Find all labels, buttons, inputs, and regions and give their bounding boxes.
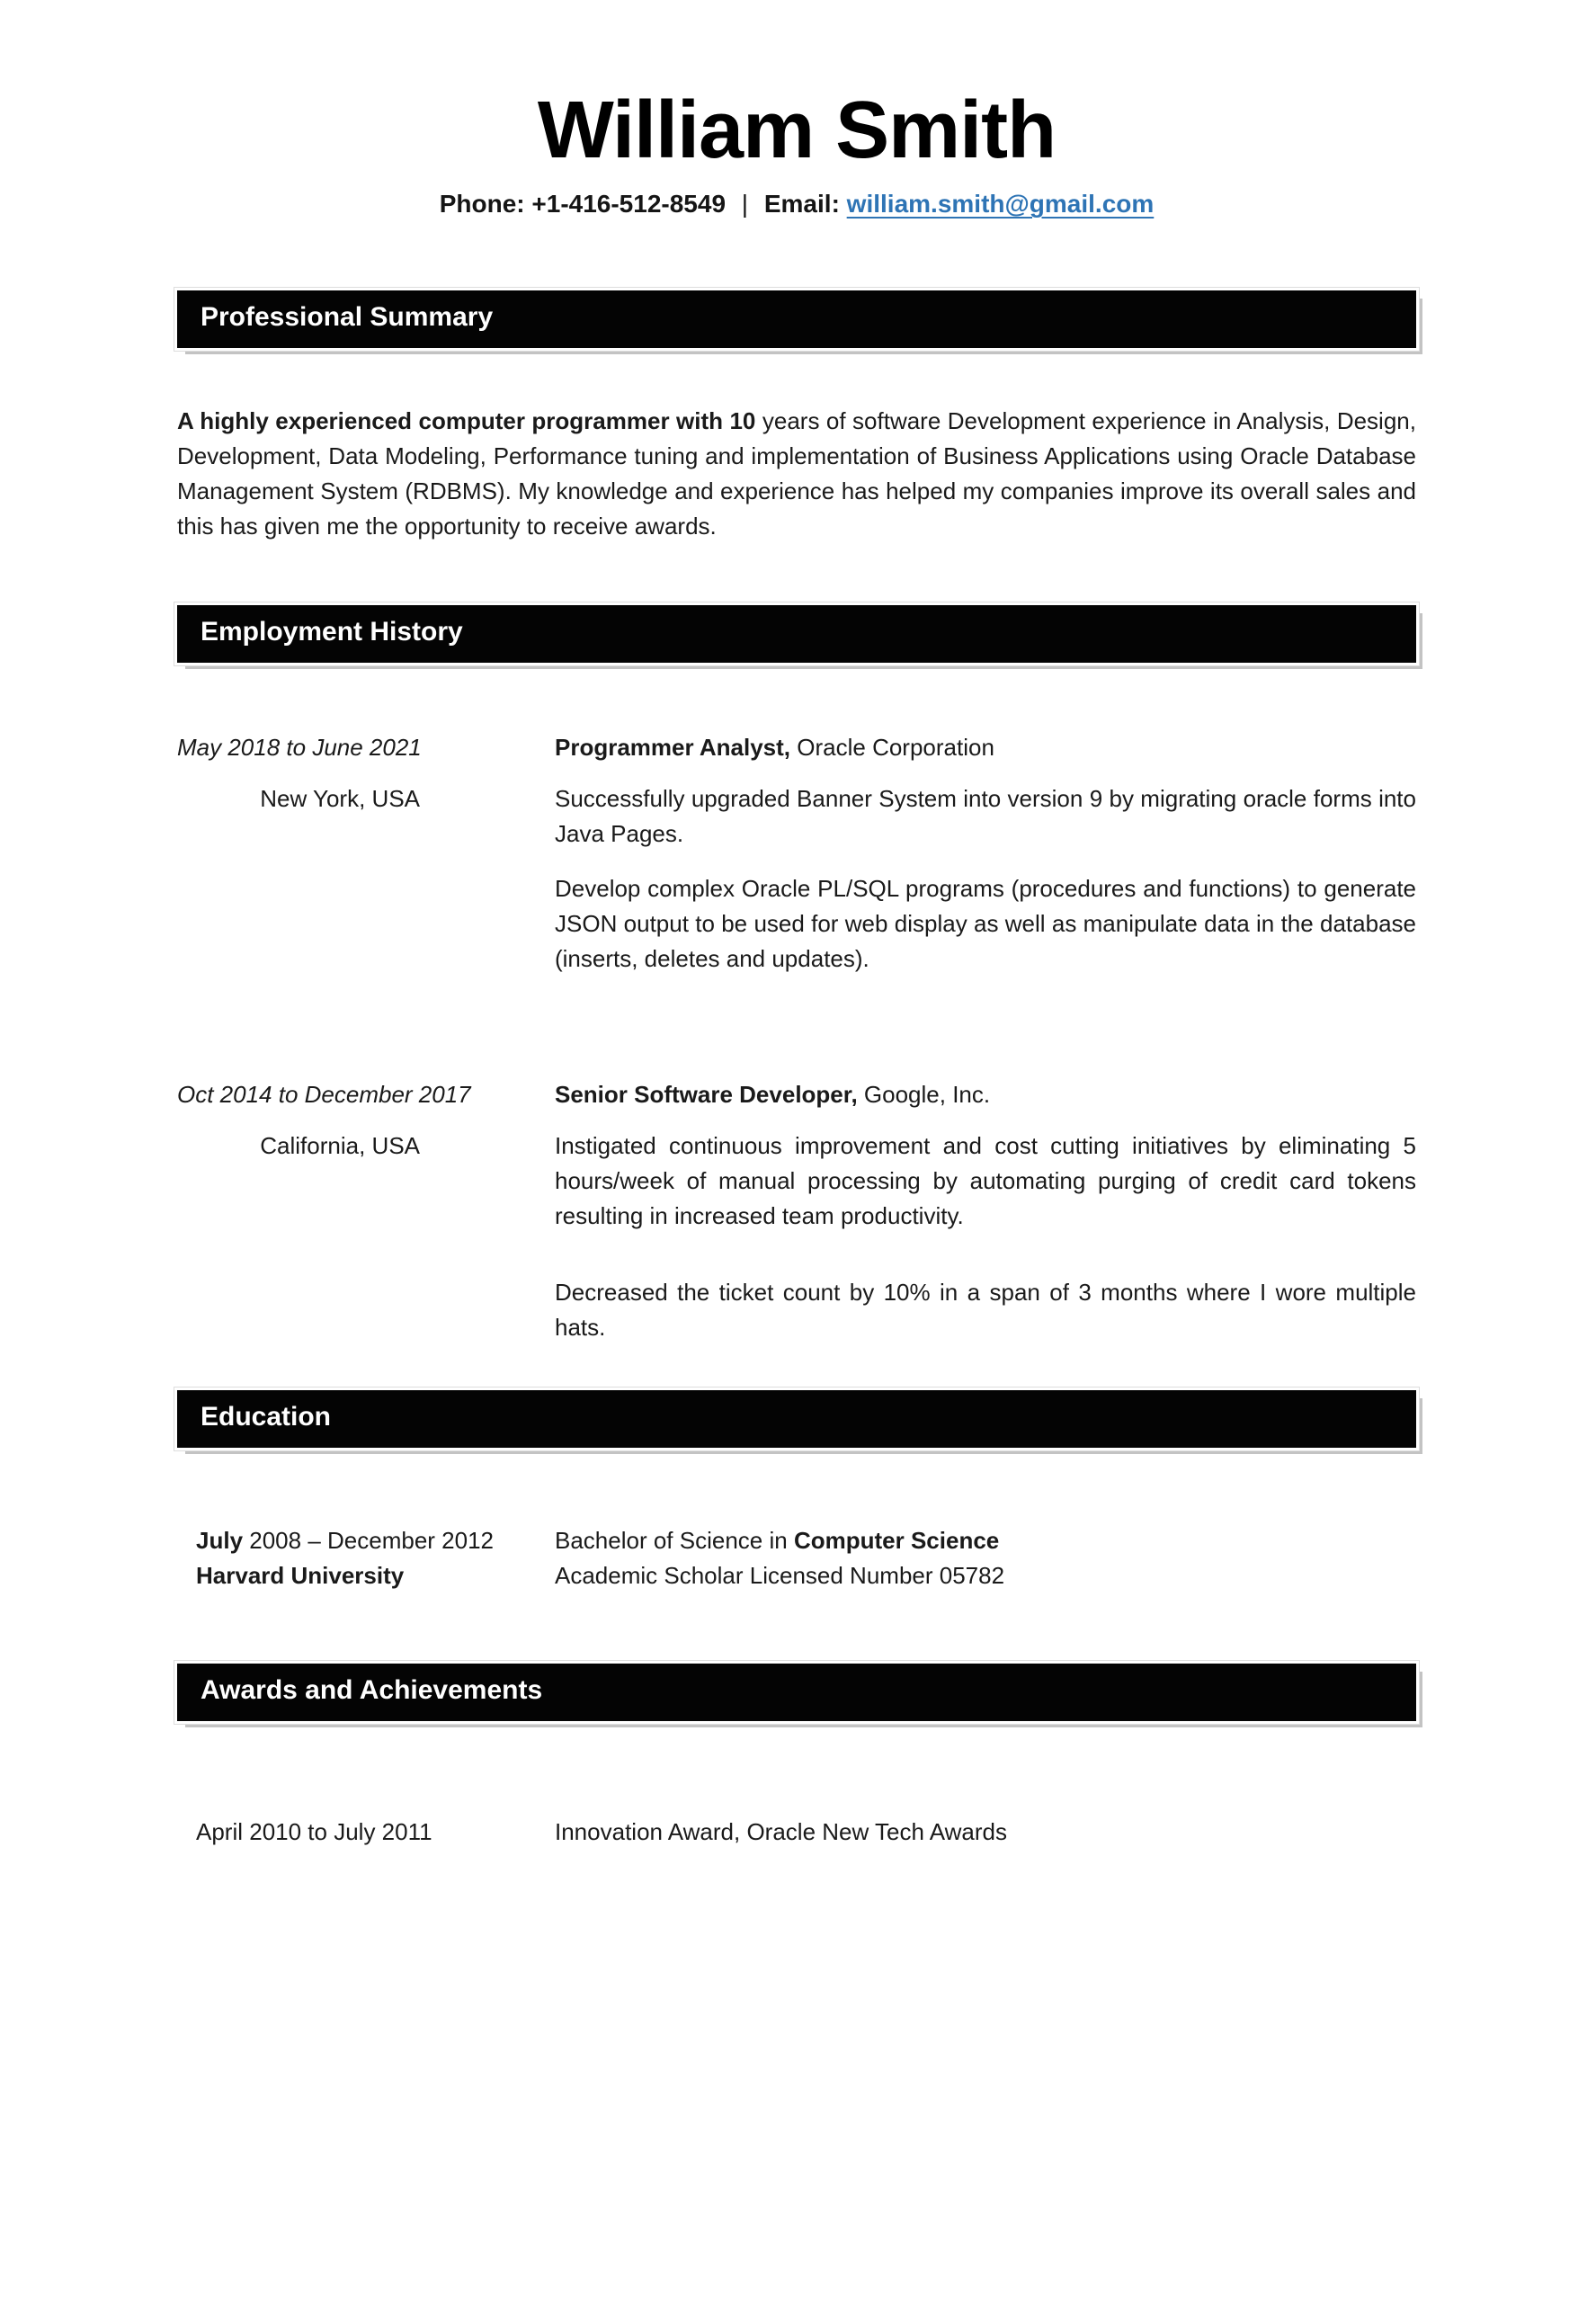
summary-body: years of software Development experience in Analysis, Design, Development, Data Modeling, Performance tuning and implementation of Business Applications using Oracle Database Management System (RDBMS). My knowledge and experience has helped my companies improve its overall sales and this has given me the opportunity to receive awards.	[177, 407, 1416, 540]
education-right-column	[555, 1523, 1416, 1593]
award-dates: April 2010 to July 2011	[196, 1818, 432, 1845]
phone-label: Phone:	[439, 190, 525, 218]
email-label: Email:	[763, 190, 840, 218]
job-entry	[177, 730, 1416, 977]
job-role-line	[555, 1077, 1416, 1112]
education-dates-month: July	[196, 1527, 244, 1554]
award-title: Innovation Award, Oracle New Tech Awards	[555, 1818, 1007, 1845]
job-role: Senior Software Developer,	[555, 1081, 858, 1108]
section-header-awards: Awards and Achievements	[177, 1664, 1416, 1721]
job-left-column	[177, 1077, 555, 1345]
summary-paragraph	[177, 404, 1416, 544]
candidate-name: William Smith	[537, 85, 1057, 175]
job-right-column	[555, 730, 1416, 977]
award-right-column	[555, 1815, 1416, 1850]
education-dates-range: 2008 – December 2012	[249, 1527, 495, 1554]
job-entry	[177, 1077, 1416, 1345]
summary-lead-bold: A highly experienced computer programmer with 10	[177, 407, 756, 434]
job-company: Google, Inc.	[863, 1081, 991, 1108]
job-role-line	[555, 730, 1416, 765]
education-degree-major: Computer Science	[793, 1527, 1000, 1554]
section-header-professional-summary: Professional Summary	[177, 290, 1416, 348]
email-link[interactable]: william.smith@gmail.com	[846, 190, 1155, 218]
job-company: Oracle Corporation	[797, 734, 994, 761]
job-paragraph: Decreased the ticket count by 10% in a span of 3 months where I wore multiple hats.	[555, 1279, 1416, 1341]
job-paragraph: Develop complex Oracle PL/SQL programs (procedures and functions) to generate JSON output to be used for web display as well as manipulate data in the database (inserts, deletes and updates).	[555, 875, 1416, 972]
job-paragraph: Instigated continuous improvement and cost cutting initiatives by eliminating 5 hours/week of manual processing by automating purging of credit card tokens resulting in increased team productivity.	[555, 1132, 1416, 1229]
phone-number: +1-416-512-8549	[531, 190, 727, 218]
education-degree-prefix: Bachelor of Science in	[555, 1527, 788, 1554]
award-left-column	[196, 1815, 555, 1850]
resume-header	[177, 86, 1416, 219]
job-right-column	[555, 1077, 1416, 1345]
job-location: New York, USA	[260, 785, 420, 812]
job-role: Programmer Analyst,	[555, 734, 791, 761]
education-degree	[555, 1523, 1416, 1558]
contact-separator: |	[741, 190, 749, 218]
education-detail: Academic Scholar Licensed Number 05782	[555, 1562, 1005, 1589]
job-paragraph: Successfully upgraded Banner System into version 9 by migrating oracle forms into Java Pages.	[555, 785, 1416, 847]
education-school: Harvard University	[196, 1562, 405, 1589]
job-dates: May 2018 to June 2021	[177, 734, 422, 761]
education-left-column	[196, 1523, 555, 1593]
section-header-education: Education	[177, 1390, 1416, 1448]
job-left-column	[177, 730, 555, 977]
education-dates	[196, 1523, 555, 1558]
award-entry	[177, 1815, 1416, 1850]
job-dates: Oct 2014 to December 2017	[177, 1081, 471, 1108]
education-entry	[177, 1523, 1416, 1593]
job-location: California, USA	[260, 1132, 420, 1159]
section-header-employment-history: Employment History	[177, 605, 1416, 663]
contact-line	[177, 190, 1416, 219]
